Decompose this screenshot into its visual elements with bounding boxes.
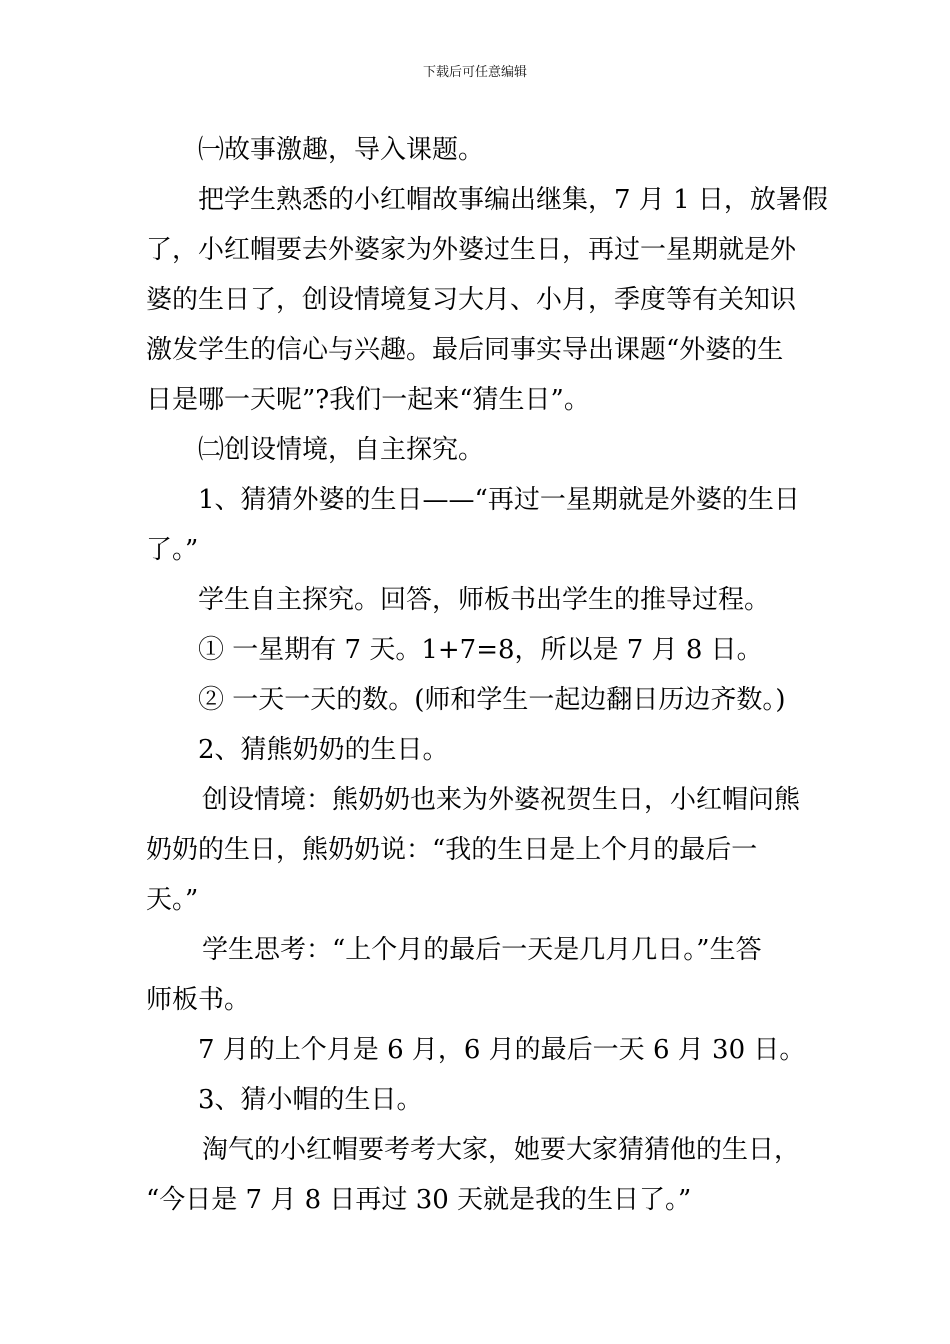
paragraph-line: “今日是 7 月 8 日再过 30 天就是我的生日了。” [146,1185,692,1215]
paragraph-line: 3、猜小帽的生日。 [198,1085,423,1115]
paragraph-line: 2、猜熊奶奶的生日。 [198,735,449,765]
paragraph-line: 学生自主探究。回答，师板书出学生的推导过程。 [198,585,771,615]
document-body [146,125,828,1225]
section-heading-1: ㈠故事激趣，导入课题。 [198,135,485,165]
paragraph-line: 天。” [146,885,199,915]
paragraph-line: 了。” [146,535,199,565]
list-item: ② 一天一天的数。(师和学生一起边翻日历边齐数。) [198,685,786,715]
paragraph-line: 激发学生的信心与兴趣。最后同事实导出课题“外婆的生 [146,335,784,365]
paragraph-line: 7 月的上个月是 6 月，6 月的最后一天 6 月 30 日。 [198,1035,806,1065]
paragraph-line: 了，小红帽要去外婆家为外婆过生日，再过一星期就是外 [146,235,797,265]
paragraph-line: 奶奶的生日，熊奶奶说：“我的生日是上个月的最后一 [146,835,758,865]
paragraph-line: 婆的生日了，创设情境复习大月、小月，季度等有关知识 [146,285,797,315]
paragraph-line: 把学生熟悉的小红帽故事编出继集，7 月 1 日，放暑假 [198,185,828,215]
paragraph-line: 创设情境：熊奶奶也来为外婆祝贺生日，小红帽问熊 [202,785,801,815]
paragraph-line: 师板书。 [146,985,251,1015]
paragraph-line: 日是哪一天呢”?我们一起来“猜生日”。 [146,385,590,415]
paragraph-line: 淘气的小红帽要考考大家，她要大家猜猜他的生日， [202,1135,801,1165]
section-heading-2: ㈡创设情境，自主探究。 [198,435,485,465]
page-header: 下载后可任意编辑 [422,65,527,80]
paragraph-line: 学生思考：“上个月的最后一天是几月几日。”生答 [202,935,762,965]
list-item: ① 一星期有 7 天。1+7=8，所以是 7 月 8 日。 [198,635,763,665]
paragraph-line: 1、猜猜外婆的生日——“再过一星期就是外婆的生日 [198,485,800,515]
